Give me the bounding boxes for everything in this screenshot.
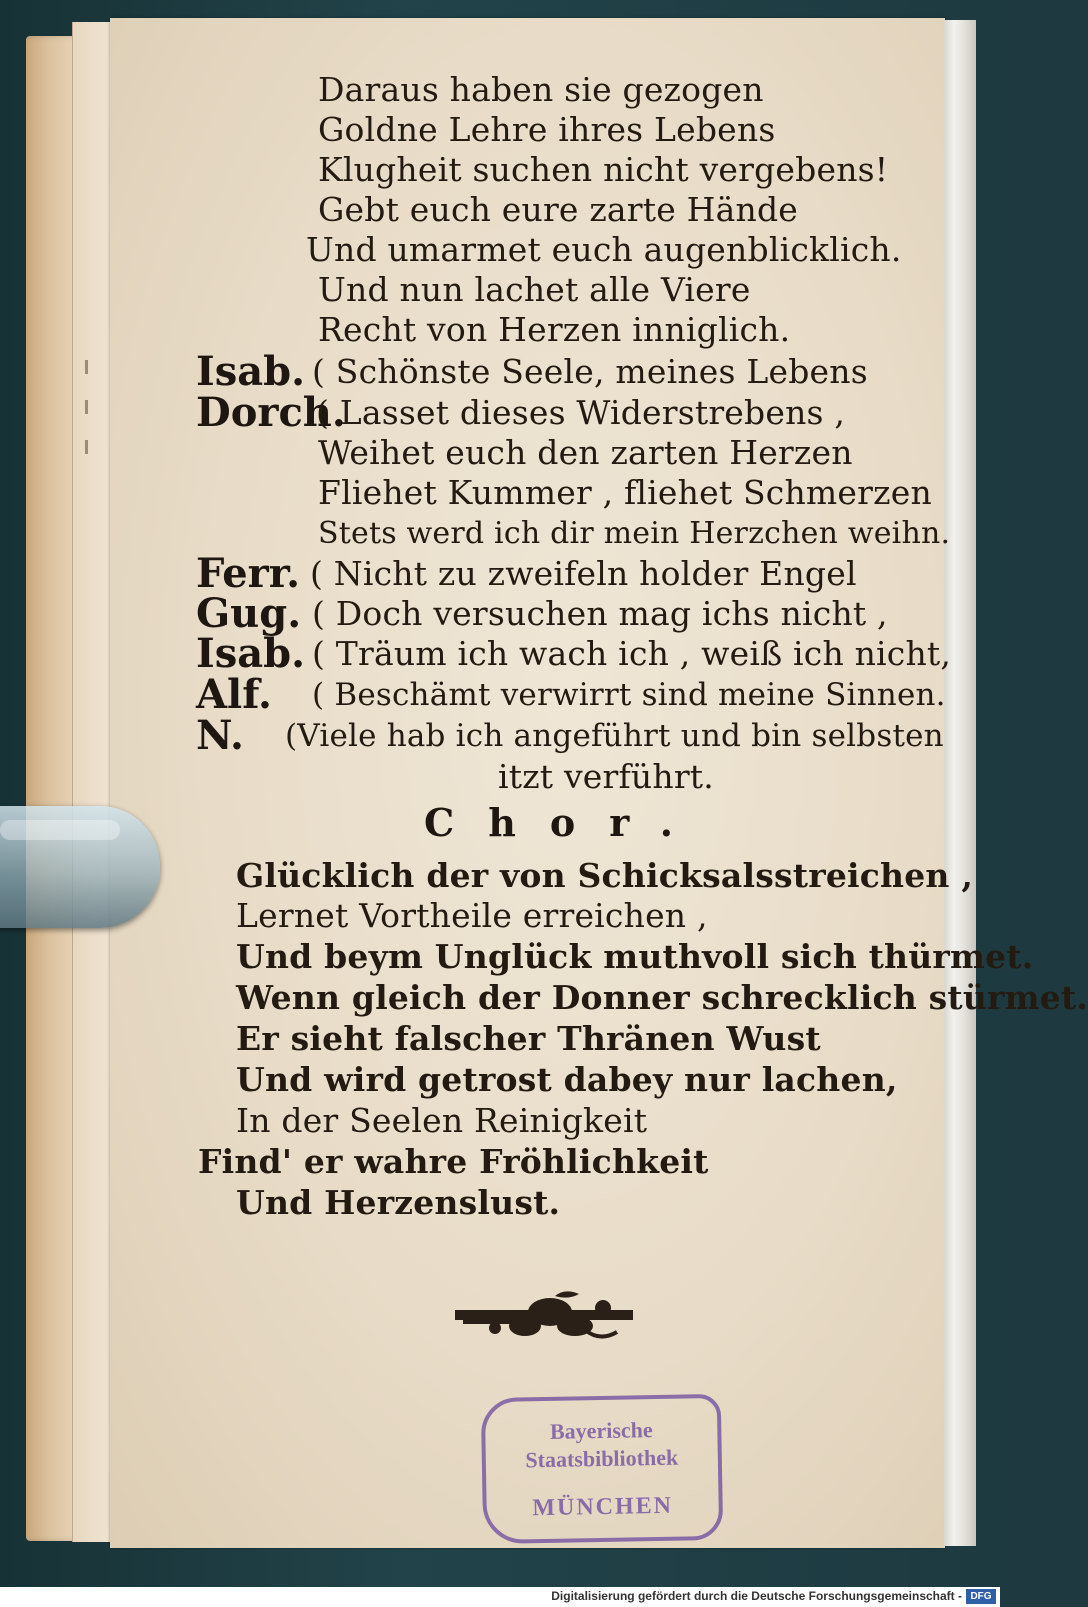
chorus-line: Lernet Vortheile erreichen , — [236, 896, 708, 935]
stamp-line: MÜNCHEN — [532, 1492, 674, 1522]
dfg-logo-icon: DFG — [966, 1589, 996, 1604]
speaker-name: N. — [196, 712, 244, 759]
dialogue-line: Weihet euch den zarten Herzen — [318, 433, 853, 472]
chorus-line: Und beym Unglück muthvoll sich thürmet. — [236, 937, 1034, 976]
dialogue-line: ( Schönste Seele, meines Lebens — [312, 352, 868, 391]
verse-line: Und umarmet euch augenblicklich. — [306, 230, 902, 269]
chorus-line: Und Herzenslust. — [236, 1183, 561, 1222]
dialogue-line: Fliehet Kummer , fliehet Schmerzen — [318, 473, 932, 512]
dialogue-line: itzt verführt. — [498, 757, 714, 796]
dialogue-line: ( Lasset dieses Widerstrebens , — [316, 393, 846, 432]
ornament-vignette — [455, 1288, 635, 1348]
dialogue-line: ( Beschämt verwirrt sind meine Sinnen. — [312, 677, 946, 713]
stamp-line: Bayerische — [549, 1417, 653, 1444]
speaker-name: Ferr. — [196, 550, 301, 597]
page-edges-right — [944, 20, 976, 1546]
dialogue-line: ( Doch versuchen mag ichs nicht , — [312, 594, 888, 633]
chorus-heading: Chor. — [424, 800, 707, 845]
verse-line: Daraus haben sie gezogen — [318, 70, 764, 109]
page-clip — [0, 806, 160, 928]
stamp-line: Staatsbibliothek — [525, 1444, 679, 1473]
speaker-name: Isab. — [196, 348, 306, 395]
speaker-name: Dorch. — [196, 389, 346, 436]
chorus-line: Er sieht falscher Thränen Wust — [236, 1019, 821, 1058]
speaker-name: Gug. — [196, 590, 302, 637]
verse-line: Recht von Herzen inniglich. — [318, 310, 791, 349]
verse-line: Gebt euch eure zarte Hände — [318, 190, 799, 229]
chorus-line: Und wird getrost dabey nur lachen, — [236, 1060, 898, 1099]
verse-line: Klugheit suchen nicht vergebens! — [318, 150, 889, 189]
chorus-line: Find' er wahre Fröhlichkeit — [198, 1142, 709, 1181]
library-stamp — [481, 1394, 724, 1544]
binding-marks — [84, 360, 90, 510]
dialogue-line: Stets werd ich dir mein Herzchen weihn. — [318, 516, 951, 551]
chorus-line: Glücklich der von Schicksalsstreichen , — [236, 856, 974, 895]
speaker-name: Alf. — [196, 671, 272, 718]
dialogue-line: ( Träum ich wach ich , weiß ich nicht, — [312, 634, 952, 673]
chorus-line: In der Seelen Reinigkeit — [236, 1101, 648, 1140]
chorus-line: Wenn gleich der Donner schrecklich stürmet. — [236, 978, 1088, 1017]
footer-credit: Digitalisierung gefördert durch die Deutsche Forschungsgemeinschaft - — [551, 1589, 962, 1603]
dialogue-line: ( Nicht zu zweifeln holder Engel — [310, 554, 857, 593]
dialogue-line: (Viele hab ich angeführt und bin selbsten — [285, 718, 944, 754]
verse-line: Goldne Lehre ihres Lebens — [318, 110, 776, 149]
speaker-name: Isab. — [196, 630, 306, 677]
verse-line: Und nun lachet alle Viere — [318, 270, 751, 309]
